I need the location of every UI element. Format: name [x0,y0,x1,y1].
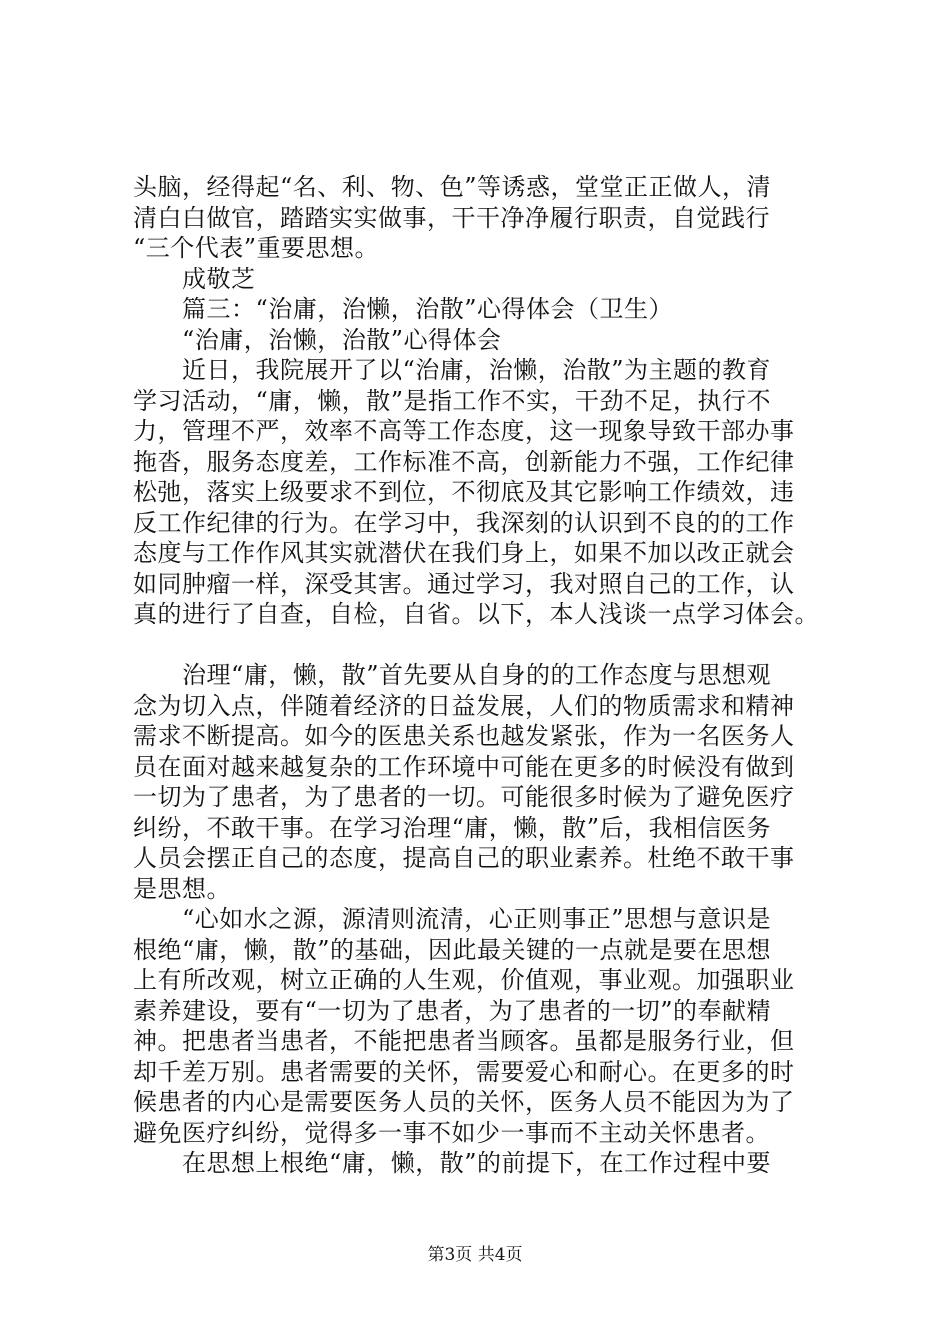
text-line: 素养建设，要有“一切为了患者，为了患者的一切”的奉献精 [133,996,772,1025]
text-line: 在思想上根绝“庸，懒，散”的前提下，在工作过程中要 [133,1149,772,1177]
text-line: 一切为了患者，为了患者的一切。可能很多时候为了避免医疗 [133,783,795,811]
text-line: 需求不断提高。如今的医患关系也越发紧张，作为一名医务人 [133,722,795,750]
page-footer [0,1244,950,1266]
text-line: 神。把患者当患者，不能把患者当顾客。虽都是服务行业，但 [133,1027,795,1055]
text-line: 学习活动，“庸，懒，散”是指工作不实，干劲不足，执行不 [133,386,772,415]
text-line: 头脑，经得起“名、利、物、色”等诱惑，堂堂正正做人，清 [133,173,772,201]
text-line: 近日，我院展开了以“治庸，治懒，治散”为主题的教育 [133,356,772,384]
section-heading: 篇三：“治庸，治懒，治散”心得体会（卫生） [133,295,674,323]
text-line: 人员会摆正自己的态度，提高自己的职业素养。杜绝不敢干事 [133,844,795,872]
text-line: 却千差万别。患者需要的关怀，需要爱心和耐心。在更多的时 [133,1057,795,1086]
text-line: 真的进行了自查，自检，自省。以下，本人浅谈一点学习体会。 [133,600,819,628]
text-line: 避免医疗纠纷，觉得多一事不如少一事而不主动关怀患者。 [133,1118,770,1147]
text-line: 是思想。 [133,874,231,903]
text-line: 上有所改观，树立正确的人生观，价值观，事业观。加强职业 [133,966,795,994]
text-line: 治理“庸，懒，散”首先要从自身的的工作态度与思想观 [133,661,772,689]
text-line: 根绝“庸，懒，散”的基础，因此最关键的一点就是要在思想 [133,935,772,964]
text-line: “心如水之源，源清则流清，心正则事正”思想与意识是 [133,905,772,933]
page-number-label: 第3页 共4页 [427,1245,523,1265]
text-line: 力，管理不严，效率不高等工作态度，这一现象导致干部办事 [133,417,795,445]
text-line: 拖沓，服务态度差，工作标准不高，创新能力不强，工作纪律 [133,447,795,476]
text-line: 松弛，落实上级要求不到位，不彻底及其它影响工作绩效，违 [133,478,795,506]
article-title: “治庸，治懒，治散”心得体会 [133,325,502,354]
paragraph-gap [133,630,838,661]
text-line: 候患者的内心是需要医务人员的关怀，医务人员不能因为为了 [133,1088,795,1116]
document-body [133,172,838,1179]
text-line: 员在面对越来越复杂的工作环境中可能在更多的时候没有做到 [133,752,795,781]
text-line: 清白白做官，踏踏实实做事，干干净净履行职责，自觉践行 [133,203,770,232]
text-line: 反工作纪律的行为。在学习中，我深刻的认识到不良的的工作 [133,508,795,537]
author-name: 成敬芝 [133,264,256,293]
text-line: 纠纷，不敢干事。在学习治理“庸，懒，散”后，我相信医务 [133,813,772,842]
text-line: 念为切入点，伴随着经济的日益发展，人们的物质需求和精神 [133,691,795,720]
text-line: 态度与工作作风其实就潜伏在我们身上，如果不加以改正就会 [133,539,795,567]
text-line: “三个代表”重要思想。 [133,234,380,262]
text-line: 如同肿瘤一样，深受其害。通过学习，我对照自己的工作，认 [133,569,795,598]
